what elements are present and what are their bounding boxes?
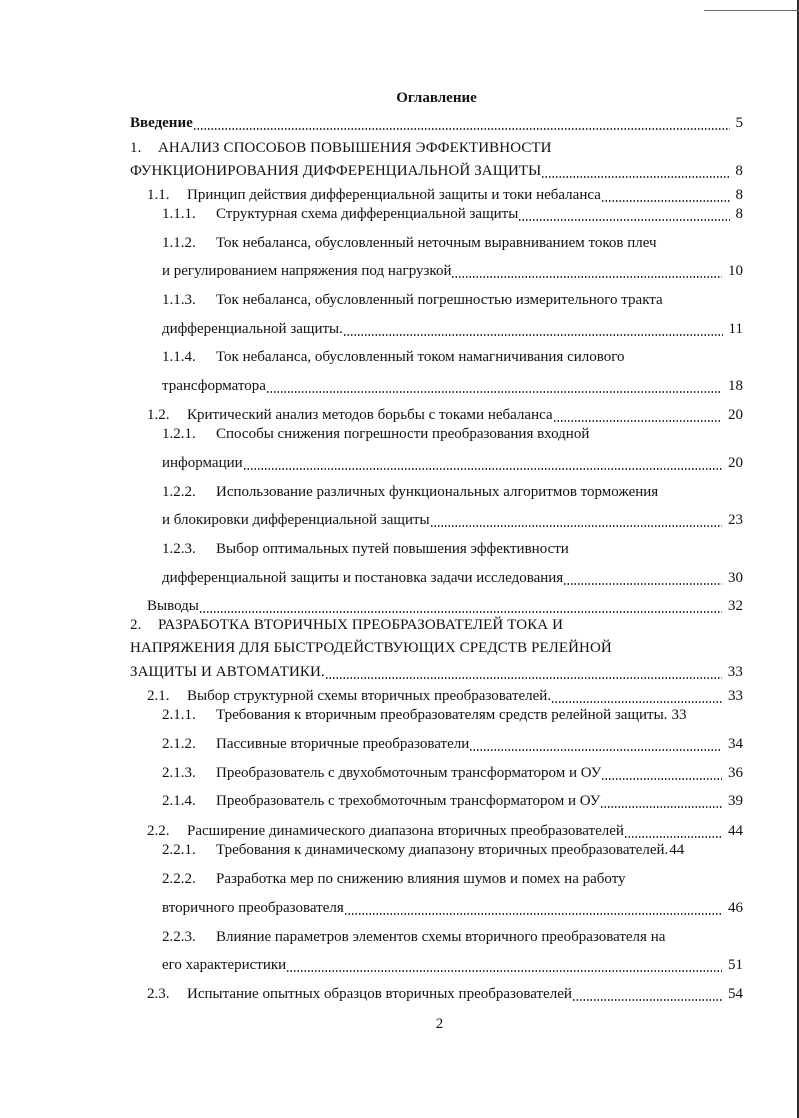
toc-entry-text: Ток небаланса, обусловленный погрешностью измерительного тракта xyxy=(216,292,663,308)
toc-entry-1-1-4[interactable] xyxy=(162,348,625,366)
toc-page-number: 10 xyxy=(728,263,743,279)
toc-entry-text: Испытание опытных образцов вторичных преобразователей xyxy=(187,986,572,1002)
toc-page-number: 5 xyxy=(735,115,743,131)
toc-title: Оглавление xyxy=(396,90,477,106)
toc-leader xyxy=(430,511,722,529)
toc-leader xyxy=(343,320,723,338)
toc-section-number: 1.2.1. xyxy=(162,426,196,442)
toc-entry-text: РАЗРАБОТКА ВТОРИЧНЫХ ПРЕОБРАЗОВАТЕЛЕЙ ТОКА И xyxy=(158,617,564,633)
toc-leader xyxy=(601,764,722,782)
toc-entry-text: Выбор оптимальных путей повышения эффективности xyxy=(216,541,569,557)
toc-entry-text: Преобразователь с трехобмоточным трансформатором и ОУ xyxy=(216,793,601,809)
toc-entry-text: Выбор структурной схемы вторичных преобразователей. xyxy=(187,688,552,704)
toc-entry-1-1-2[interactable] xyxy=(162,234,657,252)
toc-section-number: 1. xyxy=(130,140,142,156)
toc-section-number: 2.2.1. xyxy=(162,842,196,858)
toc-leader xyxy=(553,406,722,424)
toc-entry-text: Требования к динамическому диапазону вторичных преобразователей. xyxy=(216,842,669,858)
toc-entry-text: Преобразователь с двухобмоточным трансформатором и ОУ xyxy=(216,765,602,781)
toc-entry-text: Влияние параметров элементов схемы вторичного преобразователя на xyxy=(216,929,666,945)
toc-entry-text: вторичного преобразователя xyxy=(162,900,344,916)
toc-entry-text: Принцип действия дифференциальной защиты и токи небаланса xyxy=(187,187,601,203)
toc-leader xyxy=(469,735,722,753)
toc-page-number: 33 xyxy=(727,664,743,680)
toc-leader xyxy=(243,454,722,472)
toc-entry-intro[interactable] xyxy=(130,114,743,132)
toc-leader xyxy=(572,985,722,1003)
toc-section-number: 2.1.2. xyxy=(162,736,196,752)
toc-entry-1-2-3-cont[interactable] xyxy=(162,569,743,587)
toc-page-number: 33 xyxy=(671,707,687,723)
toc-entry-text: Выводы xyxy=(147,598,199,614)
toc-section-number: 2. xyxy=(130,617,142,633)
toc-leader xyxy=(451,262,722,280)
toc-page-number: 34 xyxy=(728,736,743,752)
toc-entry-2-1-3[interactable] xyxy=(162,764,743,782)
toc-page-number: 20 xyxy=(728,407,743,423)
toc-section-number: 2.1.1. xyxy=(162,707,196,723)
toc-entry-2-2-2-cont[interactable] xyxy=(162,899,743,917)
toc-leader xyxy=(266,377,722,395)
toc-entry-chapter-2[interactable] xyxy=(130,616,563,634)
toc-section-number: 1.2.2. xyxy=(162,484,196,500)
toc-leader xyxy=(518,205,729,223)
toc-entry-text: Введение xyxy=(130,115,193,131)
toc-entry-text: Критический анализ методов борьбы с токами небаланса xyxy=(187,407,553,423)
toc-page-number: 30 xyxy=(728,570,743,586)
toc-entry-chapter-2-cont[interactable] xyxy=(130,639,612,657)
toc-section-number: 2.2.3. xyxy=(162,929,196,945)
toc-entry-text: ЗАЩИТЫ И АВТОМАТИКИ. xyxy=(130,664,325,680)
toc-section-number: 2.1.3. xyxy=(162,765,196,781)
toc-entry-2-1[interactable] xyxy=(147,687,743,705)
toc-entry-1-2-2[interactable] xyxy=(162,483,658,501)
toc-entry-1-2[interactable] xyxy=(147,406,743,424)
toc-entry-2-2-3-cont[interactable] xyxy=(162,956,743,974)
toc-entry-chapter-1-cont[interactable] xyxy=(130,162,743,180)
toc-entry-text: Расширение динамического диапазона вторичных преобразователей xyxy=(187,823,624,839)
toc-entry-2-1-1[interactable] xyxy=(162,706,743,724)
toc-page-number: 20 xyxy=(728,455,743,471)
toc-page-number: 8 xyxy=(735,187,743,203)
toc-entry-1-1-1[interactable] xyxy=(162,205,743,223)
toc-page-number: 44 xyxy=(669,842,685,858)
toc-page-number: 46 xyxy=(728,900,743,916)
toc-page-number: 51 xyxy=(728,957,743,973)
toc-entry-2-2-1[interactable] xyxy=(162,841,743,859)
toc-page-number: 8 xyxy=(735,206,743,222)
toc-leader xyxy=(551,687,722,705)
toc-leader xyxy=(600,792,722,810)
toc-entry-text: Пассивные вторичные преобразователи xyxy=(216,736,470,752)
toc-section-number: 2.3. xyxy=(147,986,170,1002)
toc-entry-text: Использование различных функциональных алгоритмов торможения xyxy=(216,484,659,500)
toc-entry-conclusions[interactable] xyxy=(147,597,743,615)
toc-section-number: 2.2.2. xyxy=(162,871,196,887)
toc-page-number: 8 xyxy=(735,163,743,179)
toc-entry-text: АНАЛИЗ СПОСОБОВ ПОВЫШЕНИЯ ЭФФЕКТИВНОСТИ xyxy=(158,140,552,156)
toc-entry-1-2-2-cont[interactable] xyxy=(162,511,743,529)
toc-entry-chapter-2-cont2[interactable] xyxy=(130,663,743,681)
toc-section-number: 2.1.4. xyxy=(162,793,196,809)
scan-edge-mark xyxy=(704,10,799,11)
toc-entry-text: его характеристики xyxy=(162,957,287,973)
toc-entry-text: дифференциальной защиты и постановка задачи исследования xyxy=(162,570,564,586)
toc-entry-text: Разработка мер по снижению влияния шумов и помех на работу xyxy=(216,871,626,887)
toc-entry-2-2[interactable] xyxy=(147,822,743,840)
toc-page-number: 44 xyxy=(728,823,743,839)
toc-entry-text: Требования к вторичным преобразователям средств релейной защиты. xyxy=(216,707,668,723)
toc-entry-text: трансформатора xyxy=(162,378,266,394)
toc-page-number: 36 xyxy=(728,765,743,781)
toc-leader xyxy=(199,597,722,615)
toc-entry-text: НАПРЯЖЕНИЯ ДЛЯ БЫСТРОДЕЙСТВУЮЩИХ СРЕДСТВ РЕЛЕЙНОЙ xyxy=(130,640,612,656)
toc-entry-text: и блокировки дифференциальной защиты xyxy=(162,512,430,528)
toc-leader xyxy=(286,956,722,974)
toc-section-number: 1.1. xyxy=(147,187,170,203)
toc-entry-1-1-2-cont[interactable] xyxy=(162,262,743,280)
toc-entry-2-2-2[interactable] xyxy=(162,870,626,888)
toc-entry-2-1-2[interactable] xyxy=(162,735,743,753)
toc-page-number: 18 xyxy=(728,378,743,394)
toc-entry-2-2-3[interactable] xyxy=(162,928,665,946)
toc-section-number: 1.1.3. xyxy=(162,292,196,308)
toc-page-number: 23 xyxy=(728,512,743,528)
toc-entry-1-1[interactable] xyxy=(147,186,743,204)
toc-entry-1-1-4-cont[interactable] xyxy=(162,377,743,395)
toc-section-number: 2.2. xyxy=(147,823,170,839)
toc-entry-text: Ток небаланса, обусловленный неточным выравниванием токов плеч xyxy=(216,235,657,251)
toc-leader xyxy=(563,569,722,587)
page-number: 2 xyxy=(435,1016,444,1032)
toc-leader xyxy=(624,822,722,840)
toc-section-number: 1.1.4. xyxy=(162,349,196,365)
toc-entry-1-1-3[interactable] xyxy=(162,291,663,309)
toc-entry-text: Ток небаланса, обусловленный током намагничивания силового xyxy=(216,349,625,365)
toc-section-number: 1.2. xyxy=(147,407,170,423)
toc-leader xyxy=(344,899,722,917)
toc-entry-1-1-3-cont[interactable] xyxy=(162,320,743,338)
toc-entry-text: Структурная схема дифференциальной защиты xyxy=(216,206,519,222)
toc-page-number: 33 xyxy=(728,688,743,704)
toc-entry-text: дифференциальной защиты. xyxy=(162,321,343,337)
toc-section-number: 1.2.3. xyxy=(162,541,196,557)
toc-entry-chapter-1[interactable] xyxy=(130,139,552,157)
toc-page-number: 32 xyxy=(728,598,743,614)
toc-leader xyxy=(325,663,722,681)
toc-leader xyxy=(601,186,730,204)
toc-entry-text: и регулированием напряжения под нагрузкой xyxy=(162,263,452,279)
toc-page-number: 54 xyxy=(728,986,743,1002)
toc-page-number: 11 xyxy=(728,321,743,337)
toc-entry-1-2-1[interactable] xyxy=(162,425,589,443)
toc-leader xyxy=(541,162,729,180)
toc-entry-1-2-1-cont[interactable] xyxy=(162,454,743,472)
toc-entry-2-3[interactable] xyxy=(147,985,743,1003)
toc-leader xyxy=(193,114,730,132)
toc-entry-1-2-3[interactable] xyxy=(162,540,569,558)
toc-section-number: 2.1. xyxy=(147,688,170,704)
toc-entry-text: Способы снижения погрешности преобразования входной xyxy=(216,426,590,442)
toc-section-number: 1.1.2. xyxy=(162,235,196,251)
toc-entry-text: информации xyxy=(162,455,243,471)
toc-entry-text: ФУНКЦИОНИРОВАНИЯ ДИФФЕРЕНЦИАЛЬНОЙ ЗАЩИТЫ xyxy=(130,163,542,179)
toc-page-number: 39 xyxy=(728,793,743,809)
toc-section-number: 1.1.1. xyxy=(162,206,196,222)
toc-entry-2-1-4[interactable] xyxy=(162,792,743,810)
